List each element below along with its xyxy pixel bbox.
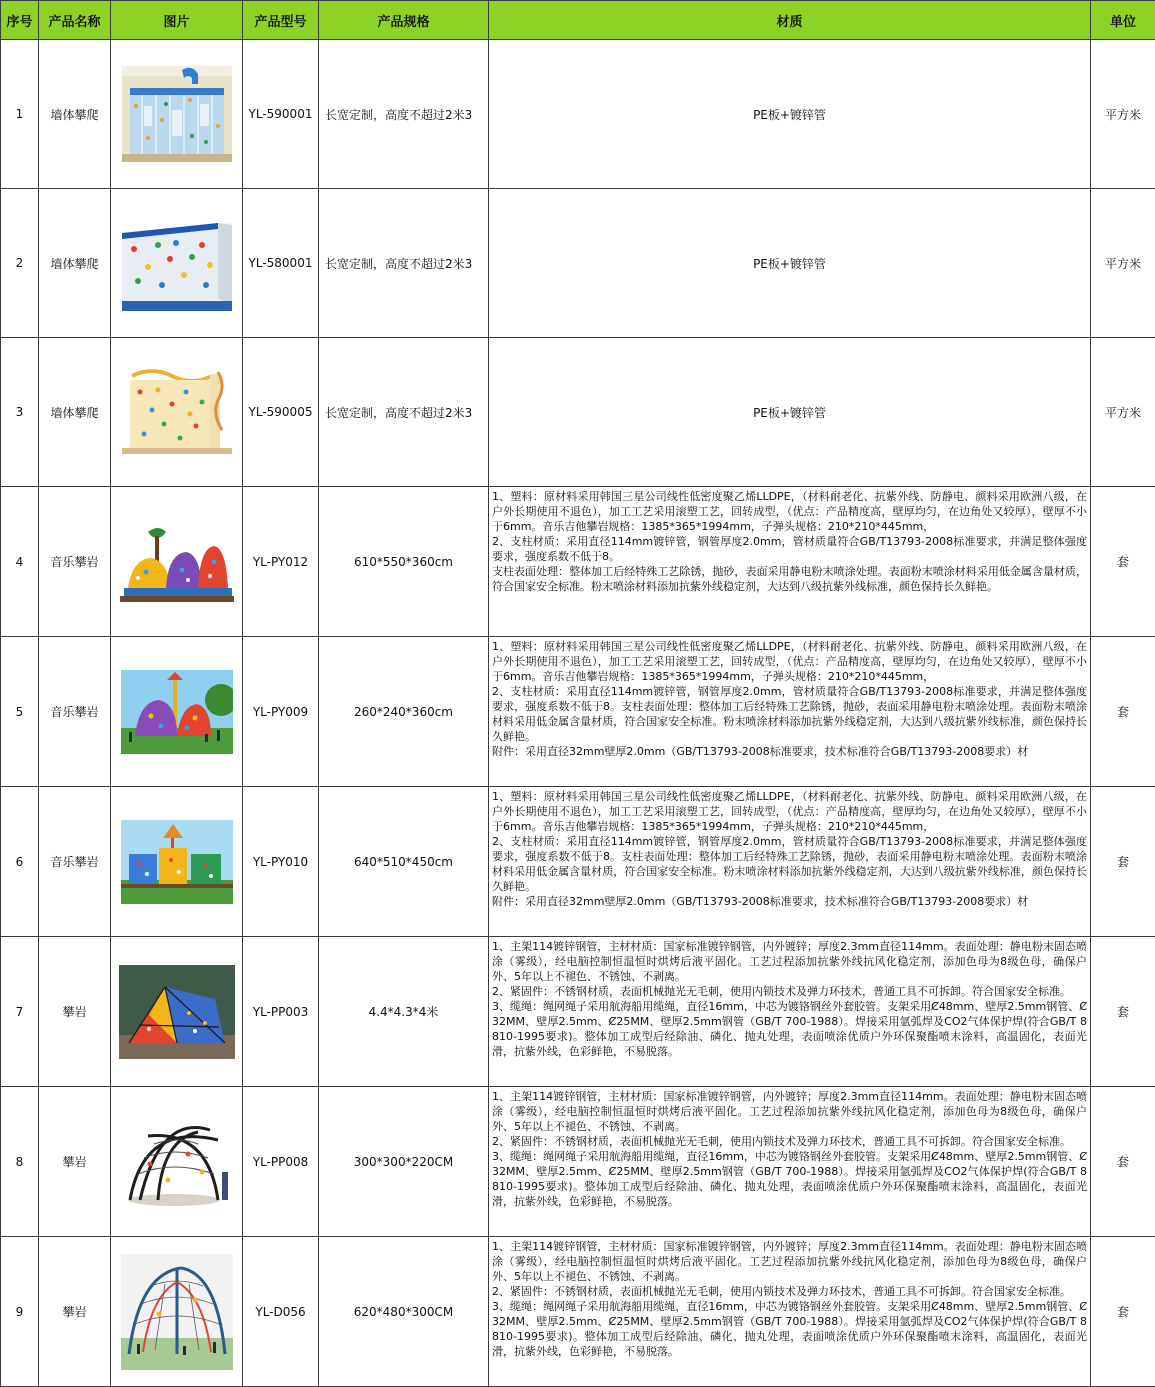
product-image-wall-climb	[122, 66, 232, 162]
material-text: 1、塑料：原材料采用韩国三星公司线性低密度聚乙烯LLDPE，（材料耐老化、抗紫外线、防静电、颜料采用欧洲八级，在户外长期使用不退色），加工工艺采用滚塑工艺，回转成型，（优点：产品精度高，壁厚均匀，在边角处又较厚），壁厚不小于6mm。音乐吉他攀岩规格：1385*365*1994mm，子弹头规格：210*210*445mm， 2、支柱材质：采用直径114mm镀锌管，钢管厚度2.0mm，管材质量符合GB/T13793-2008标准要求，并满足整体强度要求，强度系数不低于8。 支柱表面处理：整体加工后经特殊工艺除锈，抛砂，表面采用静电粉末喷涂处理。表面粉末喷涂材料采用低金属含量材质，符合国家安全标准。粉末喷涂材料添加抗紫外线稳定剂，大达到八级抗紫外线标准，颜色保持长久鲜艳。	[489, 487, 1090, 636]
cell-model: YL-PY010	[243, 787, 319, 937]
cell-unit: 套	[1091, 487, 1155, 637]
cell-index: 1	[1, 40, 39, 189]
cell-index: 8	[1, 1087, 39, 1237]
header-spec: 产品规格	[319, 1, 489, 40]
table-row	[1, 937, 1155, 1087]
cell-name: 攀岩	[39, 937, 111, 1087]
cell-name: 音乐攀岩	[39, 787, 111, 937]
cell-image	[111, 787, 243, 937]
cell-image	[111, 487, 243, 637]
cell-material	[489, 937, 1091, 1087]
cell-model: YL-D056	[243, 1237, 319, 1387]
cell-material	[489, 637, 1091, 787]
cell-material	[489, 1087, 1091, 1237]
cell-material	[489, 487, 1091, 637]
header-image: 图片	[111, 1, 243, 40]
cell-image	[111, 1087, 243, 1237]
cell-spec: 620*480*300CM	[319, 1237, 489, 1387]
cell-name: 音乐攀岩	[39, 637, 111, 787]
cell-unit: 平方米	[1091, 189, 1155, 338]
cell-model: YL-PP003	[243, 937, 319, 1087]
cell-name: 音乐攀岩	[39, 487, 111, 637]
product-image-wall-climb	[122, 364, 232, 460]
product-image-net-climb	[121, 1254, 233, 1370]
cell-unit: 套	[1091, 937, 1155, 1087]
table-row	[1, 1087, 1155, 1237]
cell-spec: 长宽定制，高度不超过2米3	[319, 338, 489, 487]
table-row	[1, 338, 1155, 487]
header-row	[1, 1, 1155, 40]
cell-spec: 长宽定制，高度不超过2米3	[319, 40, 489, 189]
cell-spec: 长宽定制，高度不超过2米3	[319, 189, 489, 338]
cell-image	[111, 637, 243, 787]
header-material: 材质	[489, 1, 1091, 40]
product-image-wall-climb	[122, 215, 232, 311]
cell-image	[111, 40, 243, 189]
product-image-music-climb	[121, 820, 233, 904]
cell-unit: 平方米	[1091, 338, 1155, 487]
table-row	[1, 40, 1155, 189]
cell-model: YL-590005	[243, 338, 319, 487]
material-text: 1、主架114镀锌钢管，主材材质：国家标准镀锌钢管，内外镀锌；厚度2.3mm直径114mm。表面处理：静电粉末固态喷涂（雾级），经电脑控制恒温恒时烘烤后液平固化。工艺过程添加抗紫外线抗风化稳定剂，添加色母为8级色母，确保户外、5年以上不褪色、不锈蚀、不剥离。 2、紧固件：不锈钢材质，表面机械抛光无毛刺，使用内锁技术及弹力环技术，普通工具不可拆卸。符合国家安全标准。 3、缆绳：绳网绳子采用航海船用缆绳，直径16mm，中芯为镀铬钢丝外套胶管。支架采用Ȼ48mm、壁厚2.5mm钢管、Ȼ32MM、壁厚2.5mm、Ȼ25MM、壁厚2.5mm钢管（GB/T 700-1988）。焊接采用氩弧焊及CO2气体保护焊(符合GB/T 8810-1995要求)。整体加工成型后经除油、磷化、抛丸处理，表面喷涂优质户外环保聚酯喷末涂料，高温固化，表面光滑，抗紫外线，色彩鲜艳，不易脱落。	[489, 1237, 1090, 1386]
product-image-sphere-climb	[118, 1114, 236, 1210]
material-text: 1、主架114镀锌钢管，主材材质：国家标准镀锌钢管，内外镀锌；厚度2.3mm直径114mm。表面处理：静电粉末固态喷涂（雾级），经电脑控制恒温恒时烘烤后液平固化。工艺过程添加抗紫外线抗风化稳定剂，添加色母为8级色母，确保户外、5年以上不褪色、不锈蚀、不剥离。 2、紧固件：不锈钢材质，表面机械抛光无毛刺，使用内锁技术及弹力环技术，普通工具不可拆卸。符合国家安全标准。 3、缆绳：绳网绳子采用航海船用缆绳，直径16mm，中芯为镀铬钢丝外套胶管。支架采用Ȼ48mm、壁厚2.5mm钢管、Ȼ32MM、壁厚2.5mm、Ȼ25MM、壁厚2.5mm钢管（GB/T 700-1988）。焊接采用氩弧焊及CO2气体保护焊(符合GB/T 8810-1995要求)。整体加工成型后经除油、磷化、抛丸处理，表面喷涂优质户外环保聚酯喷末涂料，高温固化，表面光滑，抗紫外线，色彩鲜艳，不易脱落。	[489, 1087, 1090, 1236]
cell-image	[111, 338, 243, 487]
cell-material: PE板+镀锌管	[489, 40, 1091, 189]
cell-name: 墙体攀爬	[39, 40, 111, 189]
cell-index: 4	[1, 487, 39, 637]
cell-index: 7	[1, 937, 39, 1087]
header-name: 产品名称	[39, 1, 111, 40]
cell-unit: 套	[1091, 1087, 1155, 1237]
cell-unit: 套	[1091, 1237, 1155, 1387]
table-row	[1, 189, 1155, 338]
cell-index: 9	[1, 1237, 39, 1387]
cell-model: YL-PY009	[243, 637, 319, 787]
cell-model: YL-590001	[243, 40, 319, 189]
cell-spec: 300*300*220CM	[319, 1087, 489, 1237]
cell-spec: 610*550*360cm	[319, 487, 489, 637]
cell-index: 3	[1, 338, 39, 487]
cell-model: YL-PP008	[243, 1087, 319, 1237]
cell-material	[489, 1237, 1091, 1387]
cell-index: 6	[1, 787, 39, 937]
material-text: 1、塑料：原材料采用韩国三星公司线性低密度聚乙烯LLDPE，（材料耐老化、抗紫外线、防静电、颜料采用欧洲八级，在户外长期使用不退色），加工工艺采用滚塑工艺，回转成型，（优点：产品精度高，壁厚均匀，在边角处又较厚），壁厚不小于6mm。音乐吉他攀岩规格：1385*365*1994mm，子弹头规格：210*210*445mm， 2、支柱材质：采用直径114mm镀锌管，钢管厚度2.0mm，管材质量符合GB/T13793-2008标准要求，并满足整体强度要求，强度系数不低于8。支柱表面处理：整体加工后经特殊工艺除锈，抛砂，表面采用静电粉末喷涂处理。表面粉末喷涂材料采用低金属含量材质，符合国家安全标准。粉末喷涂材料添加抗紫外线稳定剂，大达到八级抗紫外线标准，颜色保持长久鲜艳。 附件：采用直径32mm壁厚2.0mm（GB/T13793-2008标准要求，技术标准符合GB/T13793-2008要求）材	[489, 787, 1090, 936]
cell-unit: 套	[1091, 787, 1155, 937]
cell-image	[111, 189, 243, 338]
cell-index: 5	[1, 637, 39, 787]
cell-unit: 套	[1091, 637, 1155, 787]
cell-name: 攀岩	[39, 1087, 111, 1237]
product-image-music-climb	[121, 670, 233, 754]
cell-unit: 平方米	[1091, 40, 1155, 189]
table-row	[1, 787, 1155, 937]
cell-image	[111, 1237, 243, 1387]
cell-name: 攀岩	[39, 1237, 111, 1387]
header-unit: 单位	[1091, 1, 1155, 40]
product-image-climb-dome	[119, 965, 235, 1059]
product-image-music-climb	[118, 522, 236, 602]
table-row	[1, 487, 1155, 637]
header-model: 产品型号	[243, 1, 319, 40]
cell-material: PE板+镀锌管	[489, 338, 1091, 487]
table-row	[1, 637, 1155, 787]
cell-material	[489, 787, 1091, 937]
cell-material: PE板+镀锌管	[489, 189, 1091, 338]
cell-index: 2	[1, 189, 39, 338]
table-row	[1, 1237, 1155, 1387]
cell-spec: 640*510*450cm	[319, 787, 489, 937]
cell-image	[111, 937, 243, 1087]
material-text: 1、主架114镀锌钢管，主材材质：国家标准镀锌钢管，内外镀锌；厚度2.3mm直径114mm。表面处理：静电粉末固态喷涂（雾级），经电脑控制恒温恒时烘烤后液平固化。工艺过程添加抗紫外线抗风化稳定剂，添加色母为8级色母，确保户外、5年以上不褪色、不锈蚀、不剥离。 2、紧固件：不锈钢材质，表面机械抛光无毛刺，使用内锁技术及弹力环技术，普通工具不可拆卸。符合国家安全标准。 3、缆绳：绳网绳子采用航海船用缆绳，直径16mm，中芯为镀铬钢丝外套胶管。支架采用Ȼ48mm、壁厚2.5mm钢管、Ȼ32MM、壁厚2.5mm、Ȼ25MM、壁厚2.5mm钢管（GB/T 700-1988）。焊接采用氩弧焊及CO2气体保护焊(符合GB/T 8810-1995要求)。整体加工成型后经除油、磷化、抛丸处理，表面喷涂优质户外环保聚酯喷末涂料，高温固化，表面光滑，抗紫外线，色彩鲜艳，不易脱落。	[489, 937, 1090, 1086]
header-index: 序号	[1, 1, 39, 40]
cell-model: YL-PY012	[243, 487, 319, 637]
cell-name: 墙体攀爬	[39, 189, 111, 338]
cell-spec: 4.4*4.3*4米	[319, 937, 489, 1087]
cell-spec: 260*240*360cm	[319, 637, 489, 787]
cell-model: YL-580001	[243, 189, 319, 338]
cell-name: 墙体攀爬	[39, 338, 111, 487]
material-text: 1、塑料：原材料采用韩国三星公司线性低密度聚乙烯LLDPE，（材料耐老化、抗紫外线、防静电、颜料采用欧洲八级，在户外长期使用不退色），加工工艺采用滚塑工艺，回转成型，（优点：产品精度高，壁厚均匀，在边角处又较厚），壁厚不小于6mm。音乐吉他攀岩规格：1385*365*1994mm，子弹头规格：210*210*445mm， 2、支柱材质：采用直径114mm镀锌管，钢管厚度2.0mm，管材质量符合GB/T13793-2008标准要求，并满足整体强度要求，强度系数不低于8。支柱表面处理：整体加工后经特殊工艺除锈，抛砂，表面采用静电粉末喷涂处理。表面粉末喷涂材料采用低金属含量材质，符合国家安全标准。粉末喷涂材料添加抗紫外线稳定剂，大达到八级抗紫外线标准，颜色保持长久鲜艳。 附件：采用直径32mm壁厚2.0mm（GB/T13793-2008标准要求，技术标准符合GB/T13793-2008要求）材	[489, 637, 1090, 786]
